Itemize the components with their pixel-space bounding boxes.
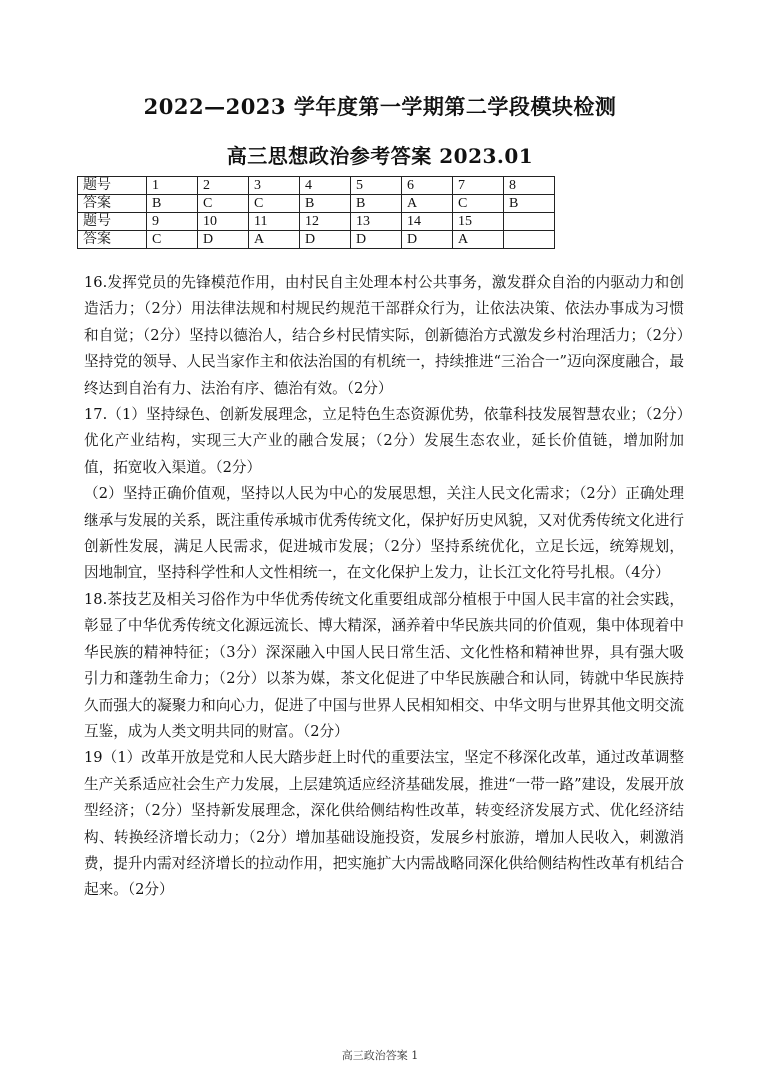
- answer-18: 18.茶技艺及相关习俗作为中华优秀传统文化重要组成部分植根于中国人民丰富的社会实践，彰显了中华优秀传统文化源远流长、博大精深，涵养着中华民族共同的价值观，集中体现着中华民族的精神特征；（3分）深深融入中国人民日常生活、文化性格和精神世界，具有强大吸引力和蓬勃生命力；（2分）以茶为媒，茶文化促进了中华民族融合和认同，铸就中华民族持久而强大的凝聚力和向心力，促进了中国与世界人民相知相交、中华文明与世界其他文明交流互鉴，成为人类文明共同的财富。（2分）: [84, 590, 684, 740]
- table-row: [78, 213, 555, 231]
- table-cell: C: [453, 195, 504, 213]
- exam-title: 2022—2023 学年度第一学期第二学段模块检测: [143, 94, 617, 119]
- table-cell: 4: [300, 177, 351, 195]
- table-cell: 1: [147, 177, 198, 195]
- table-cell: D: [300, 231, 351, 249]
- table-cell: 6: [402, 177, 453, 195]
- table-cell: [504, 213, 555, 231]
- answer-17-part2: （2）坚持正确价值观，坚持以人民为中心的发展思想，关注人民文化需求；（2分）正确处理继承与发展的关系，既注重传承城市优秀传统文化，保护好历史风貌，又对优秀传统文化进行创新性发展，满足人民需求，促进城市发展；（2分）坚持系统优化，立足长远，统筹规划，因地制宜，坚持科学性和人文性相统一，在文化保护上发力，让长江文化符号扎根。（4分）: [84, 485, 684, 582]
- table-cell: 8: [504, 177, 555, 195]
- answer-16: 16.发挥党员的先锋模范作用，由村民自主处理本村公共事务，激发群众自治的内驱动力和创造活力；（2分）用法律法规和村规民约规范干部群众行为，让依法决策、依法办事成为习惯和自觉；（2分）坚持以德治人，结合乡村民情实际，创新德治方式激发乡村治理活力；（2分）坚持党的领导、人民当家作主和依法治国的有机统一，持续推进“三治合一”迈向深度融合，最终达到自治有力、法治有序、德治有效。（2分）: [84, 274, 684, 397]
- table-row: [78, 231, 555, 249]
- table-cell: 11: [249, 213, 300, 231]
- answer-19-part1: 19（1）改革开放是党和人民大踏步赶上时代的重要法宝，坚定不移深化改革，通过改革调整生产关系适应社会生产力发展，上层建筑适应经济基础发展，推进“一带一路”建设，发展开放型经济；（2分）坚持新发展理念，深化供给侧结构性改革，转变经济发展方式、优化经济结构、转换经济增长动力；（2分）增加基础设施投资，发展乡村旅游，增加人民收入，刺激消费，提升内需对经济增长的拉动作用，把实施扩大内需战略同深化供给侧结构性改革有机结合起来。（2分）: [84, 749, 684, 899]
- table-cell: [504, 231, 555, 249]
- table-cell: C: [198, 195, 249, 213]
- table-cell: B: [504, 195, 555, 213]
- table-cell: 12: [300, 213, 351, 231]
- table-cell: D: [351, 231, 402, 249]
- table-cell: 5: [351, 177, 402, 195]
- table-cell: C: [147, 231, 198, 249]
- table-cell: 2: [198, 177, 249, 195]
- table-row: [78, 177, 555, 195]
- table-cell: B: [147, 195, 198, 213]
- answer-key-title: 高三思想政治参考答案 2023.01: [226, 144, 534, 168]
- table-cell: D: [198, 231, 249, 249]
- table-cell: C: [249, 195, 300, 213]
- row-header-cell: 题号: [78, 213, 147, 231]
- table-cell: 13: [351, 213, 402, 231]
- table-cell: 3: [249, 177, 300, 195]
- table-cell: A: [249, 231, 300, 249]
- table-cell: B: [351, 195, 402, 213]
- table-cell: 7: [453, 177, 504, 195]
- table-cell: D: [402, 231, 453, 249]
- page-footer: 高三政治答案 1: [341, 1049, 419, 1062]
- answer-text: [84, 270, 684, 904]
- table-cell: 10: [198, 213, 249, 231]
- table-cell: 9: [147, 213, 198, 231]
- table-cell: 14: [402, 213, 453, 231]
- table-cell: B: [300, 195, 351, 213]
- answer-table: [77, 176, 555, 249]
- table-cell: A: [402, 195, 453, 213]
- table-cell: A: [453, 231, 504, 249]
- answer-17-part1: 17.（1）坚持绿色、创新发展理念，立足特色生态资源优势，依靠科技发展智慧农业；（2分）优化产业结构，实现三大产业的融合发展；（2分）发展生态农业，延长价值链，增加附加值，拓宽收入渠道。（2分）: [84, 406, 684, 476]
- table-row: [78, 195, 555, 213]
- row-header-cell: 答案: [78, 195, 147, 213]
- row-header-cell: 答案: [78, 231, 147, 249]
- row-header-cell: 题号: [78, 177, 147, 195]
- table-cell: 15: [453, 213, 504, 231]
